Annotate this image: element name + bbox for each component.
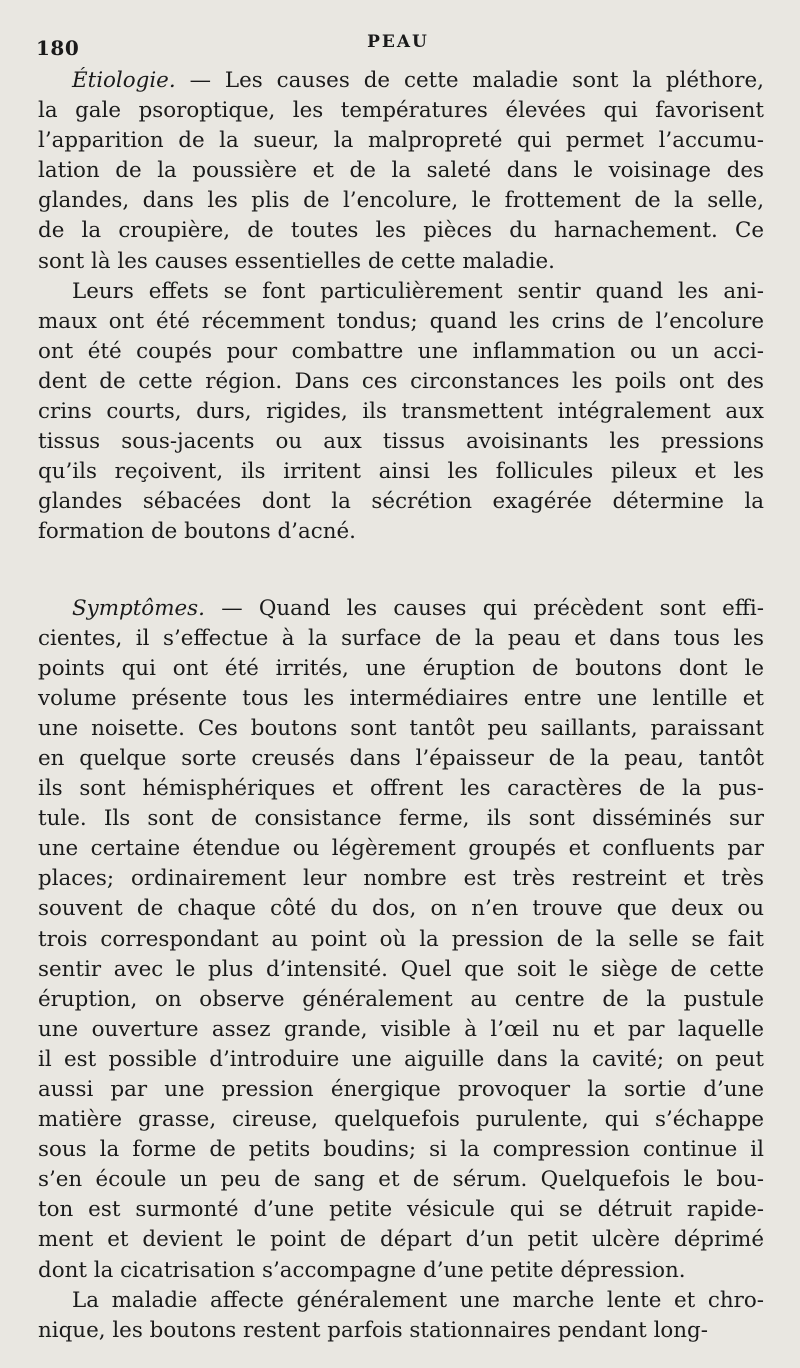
text-line: volume présente tous les intermédiaires entre une lentille et xyxy=(38,685,764,711)
text-line: lation de la poussière et de la saleté dans le voisinage des xyxy=(38,158,764,184)
text-line: sous la forme de petits boudins; si la compression continue il xyxy=(38,1137,764,1163)
text-line: sont là les causes essentielles de cette maladie. xyxy=(38,248,555,274)
text-line: ont été coupés pour combattre une inflammation ou un acci- xyxy=(38,338,764,364)
section-heading: Étiologie. xyxy=(72,68,176,93)
text-line: tule. Ils sont de consistance ferme, ils sont disséminés sur xyxy=(38,806,764,832)
text-line: dent de cette région. Dans ces circonstances les poils ont des xyxy=(38,368,764,394)
paragraph xyxy=(38,66,764,277)
text-line: glandes, dans les plis de l’encolure, le frottement de la selle, xyxy=(38,188,764,214)
text-line: Étiologie. — Les causes de cette maladie sont la pléthore, xyxy=(72,68,764,93)
text-line: s’en écoule un peu de sang et de sérum. Quelquefois le bou- xyxy=(38,1167,764,1193)
text-line: formation de boutons d’acné. xyxy=(38,519,356,545)
text-line: une ouverture assez grande, visible à l’œil nu et par laquelle xyxy=(38,1016,764,1042)
text-line: qu’ils reçoivent, ils irritent ainsi les follicules pileux et les xyxy=(38,459,764,485)
text-line: souvent de chaque côté du dos, on n’en trouve que deux ou xyxy=(38,896,764,922)
paragraph xyxy=(38,1286,764,1346)
page-header xyxy=(36,30,760,62)
text-line: ils sont hémisphériques et offrent les caractères de la pus- xyxy=(38,776,764,802)
text-line: aussi par une pression énergique provoquer la sortie d’une xyxy=(38,1077,764,1102)
text-line: Leurs effets se font particulièrement sentir quand les ani- xyxy=(72,278,764,304)
text-line: ment et devient le point de départ d’un petit ulcère déprimé xyxy=(38,1227,764,1253)
text-line: sentir avec le plus d’intensité. Quel que soit le siège de cette xyxy=(38,956,764,982)
text-line: une noisette. Ces boutons sont tantôt peu saillants, paraissant xyxy=(38,715,764,741)
text-line: crins courts, durs, rigides, ils transmettent intégralement aux xyxy=(38,399,764,425)
section-heading: Symptômes. xyxy=(72,595,205,621)
text-line: nique, les boutons restent parfois stationnaires pendant long- xyxy=(38,1317,708,1343)
body-text xyxy=(38,66,764,1346)
text-line: matière grasse, cireuse, quelquefois purulente, qui s’échappe xyxy=(38,1107,764,1133)
text-line: places; ordinairement leur nombre est très restreint et très xyxy=(38,866,764,892)
page-number: 180 xyxy=(36,36,80,60)
text-line: dont la cicatrisation s’accompagne d’une petite dépression. xyxy=(38,1257,686,1283)
text-line: maux ont été récemment tondus; quand les crins de l’encolure xyxy=(38,308,764,334)
paragraph xyxy=(38,594,764,1286)
section-gap xyxy=(38,548,764,594)
text-line: la gale psoroptique, les températures élevées qui favorisent xyxy=(38,98,764,124)
text-line: La maladie affecte généralement une marche lente et chro- xyxy=(72,1287,764,1313)
text-line: ton est surmonté d’une petite vésicule qui se détruit rapide- xyxy=(38,1197,764,1223)
text-line: glandes sébacées dont la sécrétion exagérée détermine la xyxy=(38,489,764,515)
running-head: PEAU xyxy=(367,32,429,52)
text-line: éruption, on observe généralement au centre de la pustule xyxy=(38,986,764,1012)
text-line: tissus sous-jacents ou aux tissus avoisinants les pressions xyxy=(38,429,764,455)
text-line: de la croupière, de toutes les pièces du harnachement. Ce xyxy=(38,218,764,244)
paragraph xyxy=(38,277,764,548)
text-line: Symptômes. — Quand les causes qui précèdent sont effi- xyxy=(72,595,764,621)
text-line: cientes, il s’effectue à la surface de la peau et dans tous les xyxy=(38,625,764,651)
text-line: en quelque sorte creusés dans l’épaisseur de la peau, tantôt xyxy=(38,745,764,771)
text-line: points qui ont été irrités, une éruption de boutons dont le xyxy=(38,655,764,681)
text-line: une certaine étendue ou légèrement groupés et confluents par xyxy=(38,836,764,862)
text-line: il est possible d’introduire une aiguille dans la cavité; on peut xyxy=(38,1046,764,1072)
text-line: l’apparition de la sueur, la malpropreté qui permet l’accumu- xyxy=(38,128,764,154)
text-line: trois correspondant au point où la pression de la selle se fait xyxy=(38,926,764,952)
